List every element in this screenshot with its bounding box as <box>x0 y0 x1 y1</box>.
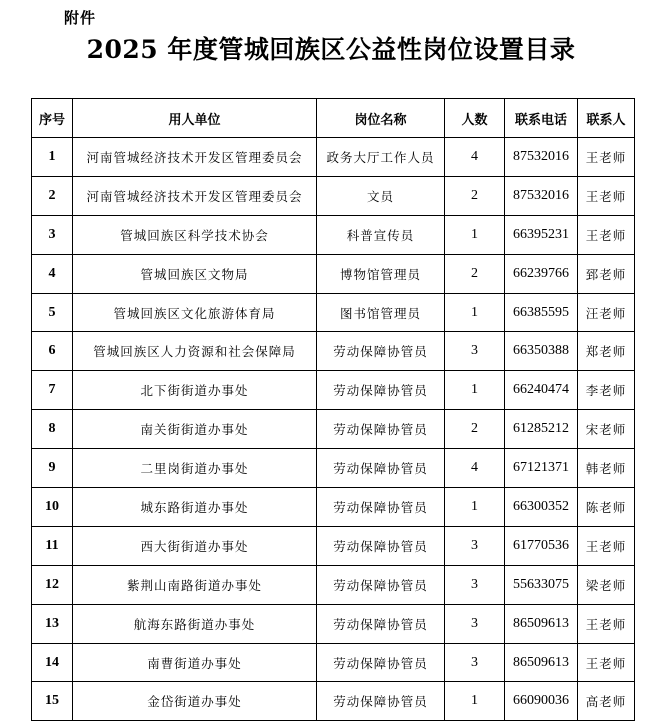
cell-position: 劳动保障协管员 <box>317 565 445 604</box>
table-row <box>32 410 635 449</box>
cell-contact: 李老师 <box>578 371 635 410</box>
cell-unit: 二里岗街道办事处 <box>73 449 317 488</box>
cell-unit: 金岱街道办事处 <box>73 682 317 721</box>
cell-count: 2 <box>445 176 505 215</box>
position-table <box>31 98 635 721</box>
cell-unit: 南关街街道办事处 <box>73 410 317 449</box>
table-row <box>32 643 635 682</box>
cell-contact: 王老师 <box>578 643 635 682</box>
cell-seq: 1 <box>32 138 73 177</box>
cell-count: 2 <box>445 410 505 449</box>
cell-count: 3 <box>445 565 505 604</box>
column-header-unit: 用人单位 <box>73 99 317 138</box>
table-row <box>32 488 635 527</box>
cell-contact: 汪老师 <box>578 293 635 332</box>
cell-position: 劳动保障协管员 <box>317 332 445 371</box>
cell-contact: 梁老师 <box>578 565 635 604</box>
cell-contact: 王老师 <box>578 215 635 254</box>
cell-seq: 6 <box>32 332 73 371</box>
cell-phone: 86509613 <box>505 643 578 682</box>
table-row <box>32 215 635 254</box>
cell-phone: 61770536 <box>505 526 578 565</box>
cell-seq: 10 <box>32 488 73 527</box>
table-row <box>32 449 635 488</box>
cell-unit: 管城回族区科学技术协会 <box>73 215 317 254</box>
cell-phone: 66350388 <box>505 332 578 371</box>
cell-phone: 61285212 <box>505 410 578 449</box>
cell-position: 劳动保障协管员 <box>317 643 445 682</box>
table-row <box>32 604 635 643</box>
cell-phone: 66240474 <box>505 371 578 410</box>
table-row <box>32 371 635 410</box>
cell-phone: 66090036 <box>505 682 578 721</box>
column-header-phone: 联系电话 <box>505 99 578 138</box>
column-header-position: 岗位名称 <box>317 99 445 138</box>
cell-phone: 66395231 <box>505 215 578 254</box>
cell-position: 劳动保障协管员 <box>317 604 445 643</box>
cell-contact: 王老师 <box>578 604 635 643</box>
cell-seq: 13 <box>32 604 73 643</box>
cell-unit: 西大街街道办事处 <box>73 526 317 565</box>
table-row <box>32 138 635 177</box>
cell-phone: 66385595 <box>505 293 578 332</box>
cell-unit: 河南管城经济技术开发区管理委员会 <box>73 138 317 177</box>
cell-contact: 高老师 <box>578 682 635 721</box>
table-row <box>32 176 635 215</box>
cell-unit: 管城回族区文化旅游体育局 <box>73 293 317 332</box>
cell-contact: 陈老师 <box>578 488 635 527</box>
cell-unit: 管城回族区人力资源和社会保障局 <box>73 332 317 371</box>
cell-unit: 南曹街道办事处 <box>73 643 317 682</box>
cell-position: 科普宣传员 <box>317 215 445 254</box>
cell-position: 政务大厅工作人员 <box>317 138 445 177</box>
cell-contact: 王老师 <box>578 526 635 565</box>
table-row <box>32 332 635 371</box>
cell-count: 3 <box>445 643 505 682</box>
cell-position: 劳动保障协管员 <box>317 371 445 410</box>
cell-seq: 15 <box>32 682 73 721</box>
table-row <box>32 565 635 604</box>
cell-phone: 66239766 <box>505 254 578 293</box>
cell-seq: 9 <box>32 449 73 488</box>
cell-unit: 河南管城经济技术开发区管理委员会 <box>73 176 317 215</box>
cell-position: 劳动保障协管员 <box>317 682 445 721</box>
table-row <box>32 526 635 565</box>
cell-seq: 2 <box>32 176 73 215</box>
cell-contact: 宋老师 <box>578 410 635 449</box>
cell-count: 1 <box>445 215 505 254</box>
cell-count: 3 <box>445 332 505 371</box>
cell-position: 博物馆管理员 <box>317 254 445 293</box>
cell-phone: 86509613 <box>505 604 578 643</box>
cell-contact: 王老师 <box>578 176 635 215</box>
cell-position: 劳动保障协管员 <box>317 410 445 449</box>
cell-position: 劳动保障协管员 <box>317 449 445 488</box>
cell-count: 3 <box>445 526 505 565</box>
cell-count: 1 <box>445 293 505 332</box>
cell-count: 4 <box>445 449 505 488</box>
table-row <box>32 254 635 293</box>
cell-contact: 王老师 <box>578 138 635 177</box>
page-title: 2025 年度管城回族区公益性岗位设置目录 <box>86 35 576 64</box>
cell-unit: 紫荆山南路街道办事处 <box>73 565 317 604</box>
cell-count: 3 <box>445 604 505 643</box>
attachment-label: 附件 <box>64 9 97 27</box>
cell-phone: 66300352 <box>505 488 578 527</box>
column-header-contact: 联系人 <box>578 99 635 138</box>
cell-contact: 郑老师 <box>578 332 635 371</box>
cell-seq: 11 <box>32 526 73 565</box>
table-header-row <box>32 99 635 138</box>
column-header-seq: 序号 <box>32 99 73 138</box>
cell-phone: 67121371 <box>505 449 578 488</box>
cell-count: 2 <box>445 254 505 293</box>
cell-count: 1 <box>445 682 505 721</box>
cell-unit: 管城回族区文物局 <box>73 254 317 293</box>
cell-contact: 韩老师 <box>578 449 635 488</box>
cell-position: 劳动保障协管员 <box>317 526 445 565</box>
cell-seq: 4 <box>32 254 73 293</box>
table-row <box>32 293 635 332</box>
cell-count: 1 <box>445 488 505 527</box>
cell-phone: 55633075 <box>505 565 578 604</box>
cell-unit: 城东路街道办事处 <box>73 488 317 527</box>
cell-seq: 7 <box>32 371 73 410</box>
cell-count: 1 <box>445 371 505 410</box>
cell-seq: 3 <box>32 215 73 254</box>
cell-contact: 郅老师 <box>578 254 635 293</box>
cell-phone: 87532016 <box>505 138 578 177</box>
cell-seq: 12 <box>32 565 73 604</box>
cell-seq: 14 <box>32 643 73 682</box>
cell-seq: 8 <box>32 410 73 449</box>
cell-position: 图书馆管理员 <box>317 293 445 332</box>
cell-position: 劳动保障协管员 <box>317 488 445 527</box>
column-header-count: 人数 <box>445 99 505 138</box>
cell-phone: 87532016 <box>505 176 578 215</box>
cell-unit: 北下街街道办事处 <box>73 371 317 410</box>
table-row <box>32 682 635 721</box>
cell-count: 4 <box>445 138 505 177</box>
cell-unit: 航海东路街道办事处 <box>73 604 317 643</box>
cell-position: 文员 <box>317 176 445 215</box>
cell-seq: 5 <box>32 293 73 332</box>
